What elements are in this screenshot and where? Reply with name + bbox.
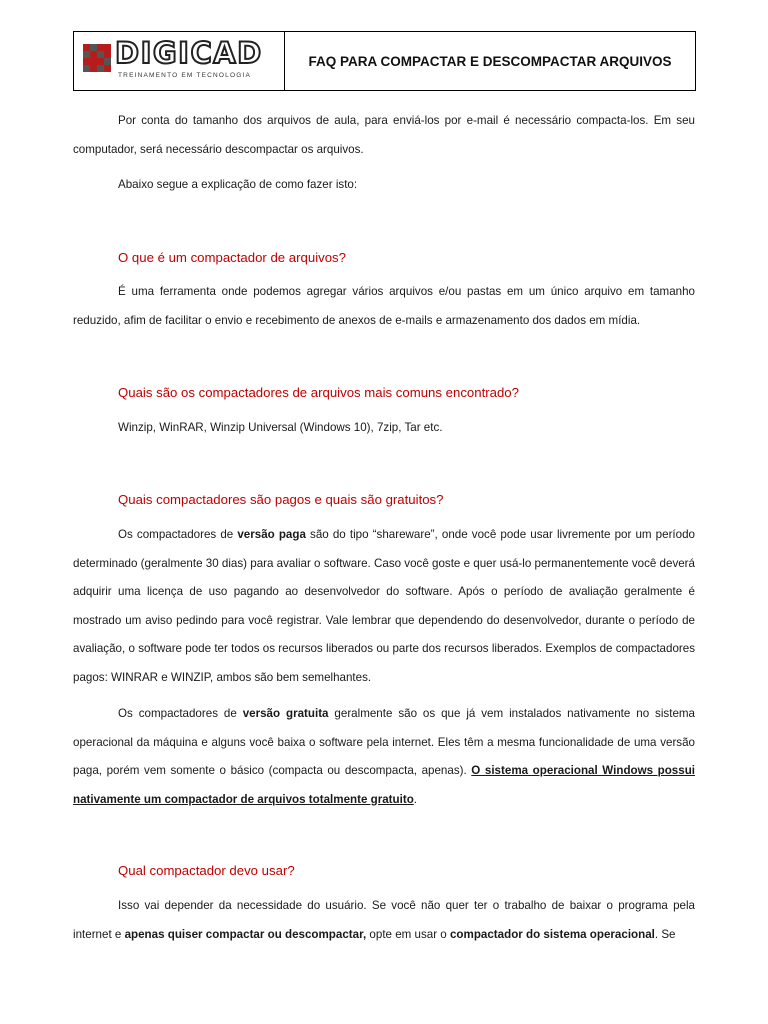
section-paragraph: É uma ferramenta onde podemos agregar vários arquivos e/ou pastas em um único arquivo em tamanho reduzido, afim de facilitar o envio e recebimento de anexos de e-mails e armazenamento dos dados em mídia. bbox=[73, 285, 695, 327]
section-paragraph-paid: Os compactadores de versão paga são do tipo “shareware”, onde você pode usar livremente por um período determinado (geralmente 30 dias) para avaliar o software. Caso você goste e quer usá-lo permanentemente você deverá adquirir uma licença de uso pagando ao desenvolvedor do software. Após o período de avaliação geralmente é mostrado um aviso pedindo para você registrar. Vale lembrar que dependendo do desenvolvedor, durante o período de avaliação, o software pode ter todos os recursos liberados ou parte dos recursos liberados. Exemplos de compactadores pagos: WINRAR e WINZIP, ambos são bem semelhantes. bbox=[73, 528, 696, 684]
section-paragraph-free: Os compactadores de versão gratuita geralmente são os que já vem instalados nativamente no sistema operacional da máquina e alguns você baixa o software pela internet. Eles têm a mesma funcionalidade de uma versão paga, porém vem somente o básico (compacta ou descompacta, apenas). O sistema operacional Windows possui nativamente um compactador de arquivos totalmente gratuito. bbox=[73, 707, 696, 806]
document-title: FAQ PARA COMPACTAR E DESCOMPACTAR ARQUIVOS bbox=[308, 53, 672, 69]
intro-paragraph-2: Abaixo segue a explicação de como fazer isto: bbox=[118, 178, 358, 191]
intro-paragraph: Por conta do tamanho dos arquivos de aula, para enviá-los por e-mail é necessário compacta-los. Em seu computador, será necessário descompactar os arquivos. bbox=[73, 114, 695, 156]
section-heading-what-is: O que é um compactador de arquivos? bbox=[118, 250, 346, 265]
section-heading-paid-free: Quais compactadores são pagos e quais são gratuitos? bbox=[118, 492, 444, 507]
document-header bbox=[73, 31, 696, 91]
section-heading-common: Quais são os compactadores de arquivos mais comuns encontrado? bbox=[118, 385, 519, 400]
section-paragraph: Winzip, WinRAR, Winzip Universal (Windows 10), 7zip, Tar etc. bbox=[118, 421, 443, 434]
logo bbox=[74, 32, 285, 90]
logo-subtitle: TREINAMENTO EM TECNOLOGIA bbox=[118, 72, 252, 79]
section-paragraph-which: Isso vai depender da necessidade do usuário. Se você não quer ter o trabalho de baixar o programa pela internet e apenas quiser compactar ou descompactar, opte em usar o compactador do sistema operacional. Se bbox=[73, 899, 695, 941]
logo-wordmark: DIGICAD bbox=[115, 36, 263, 70]
logo-grid-icon bbox=[83, 44, 111, 72]
section-heading-which: Qual compactador devo usar? bbox=[118, 863, 295, 878]
